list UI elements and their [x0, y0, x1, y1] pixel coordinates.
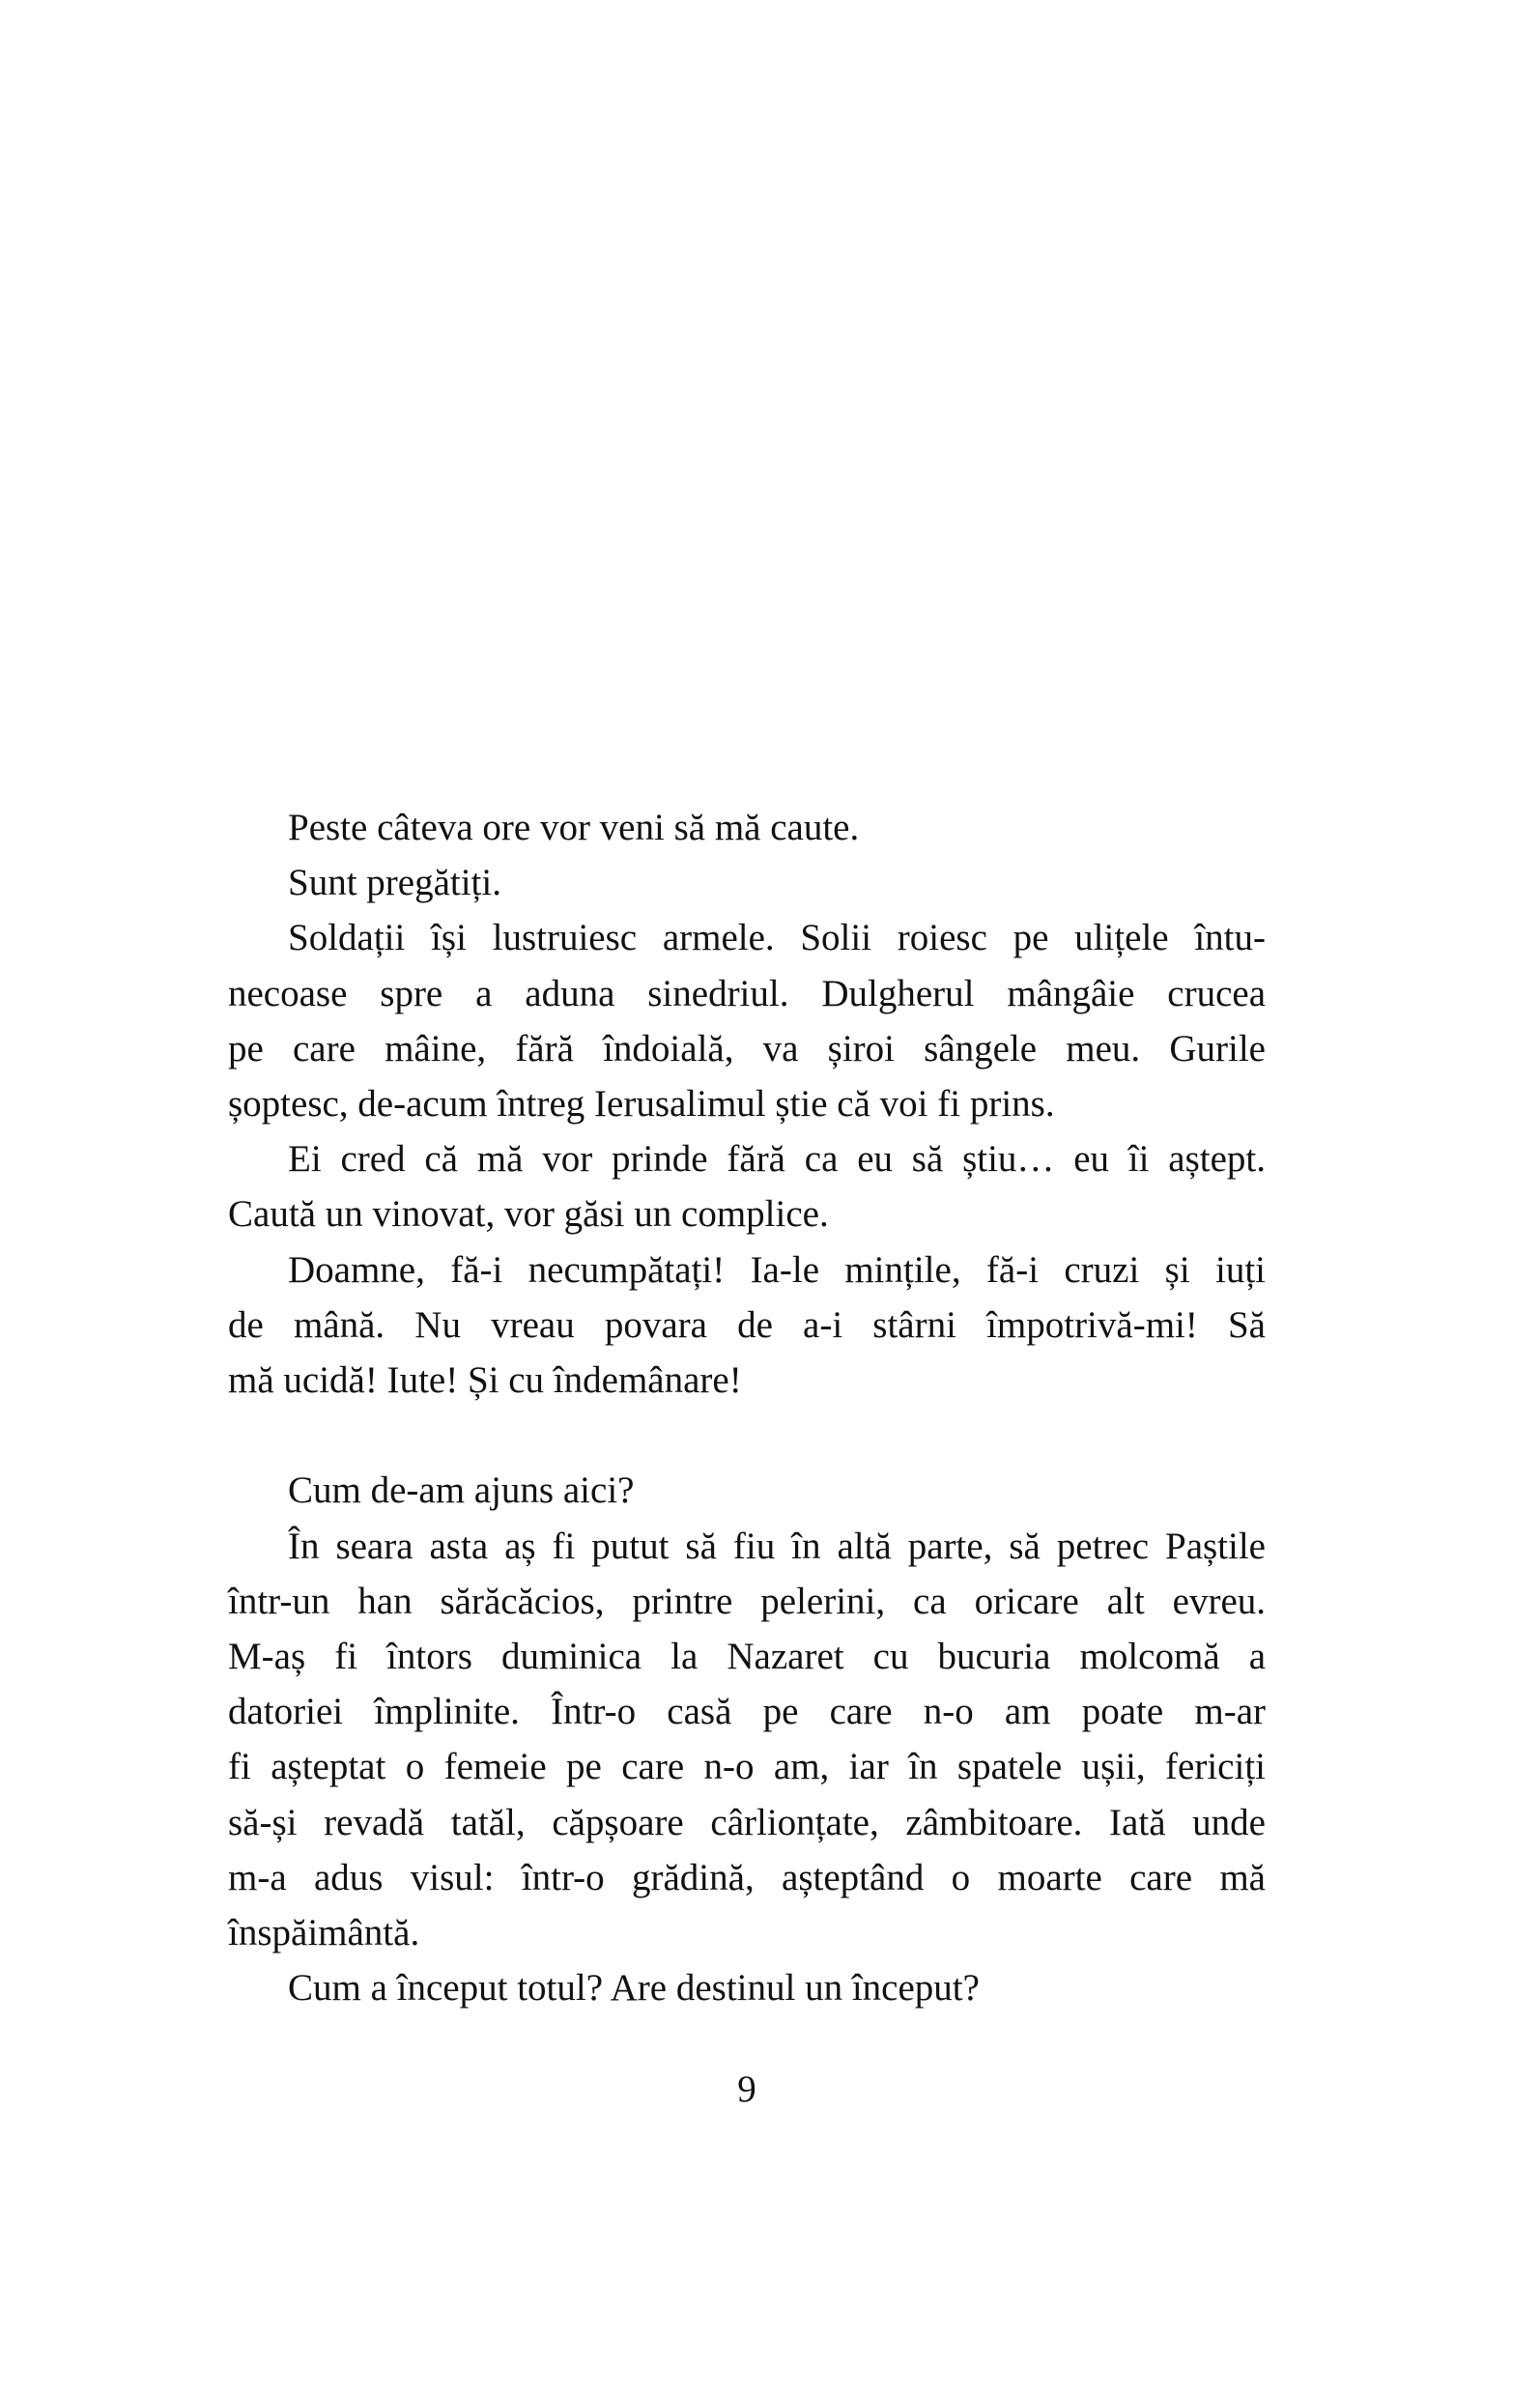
- paragraph: [228, 1519, 1266, 1961]
- text-line: Cum a început totul? Are destinul un început?: [288, 1967, 980, 2010]
- paragraph: [228, 1242, 1266, 1409]
- paragraph: [228, 1131, 1266, 1241]
- text-line: Peste câteva ore vor veni să mă caute.: [288, 807, 860, 848]
- text-line: m-a adus visul: într-o grădină, așteptând o moarte care mă: [228, 1856, 1266, 1898]
- text-line: să-și revadă tatăl, căpșoare cârlionțate, zâmbitoare. Iată unde: [228, 1801, 1266, 1843]
- text-line: șoptesc, de-acum întreg Ierusalimul știe că voi fi prins.: [228, 1083, 1055, 1126]
- section-break: [228, 1408, 1266, 1463]
- paragraph: [228, 800, 1266, 855]
- text-line: Cum de-am ajuns aici?: [288, 1469, 635, 1512]
- text-line: pe care mâine, fără îndoială, va șiroi sângele meu. Gurile: [228, 1027, 1266, 1070]
- paragraph: [228, 855, 1266, 910]
- body-text: [228, 800, 1266, 2015]
- paragraph: [228, 1960, 1266, 2015]
- text-line: Doamne, fă-i necumpătați! Ia-le mințile, fă-i cruzi și iuți: [288, 1248, 1266, 1291]
- text-line: într-un han sărăcăcios, printre pelerini, ca oricare alt evreu.: [228, 1580, 1266, 1622]
- text-line: fi așteptat o femeie pe care n-o am, iar în spatele ușii, fericiți: [228, 1746, 1266, 1788]
- text-line: datoriei împlinite. Într-o casă pe care n-o am poate m-ar: [228, 1691, 1266, 1733]
- text-line: mă ucidă! Iute! Și cu îndemânare!: [228, 1359, 742, 1402]
- text-line: Ei cred că mă vor prinde fără ca eu să știu… eu îi aștept.: [288, 1138, 1266, 1181]
- paragraph: [228, 910, 1266, 1131]
- text-line: de mână. Nu vreau povara de a-i stârni împotrivă-mi! Să: [228, 1303, 1266, 1346]
- text-line: Sunt pregătiți.: [288, 862, 501, 904]
- text-line: necoase spre a aduna sinedriul. Dulgherul mângâie crucea: [228, 972, 1266, 1014]
- text-line: M-aș fi întors duminica la Nazaret cu bucuria molcomă a: [228, 1636, 1266, 1678]
- text-line: Soldații își lustruiesc armele. Solii roiesc pe ulițele întu-: [288, 917, 1266, 959]
- page-number: 9: [737, 2068, 756, 2110]
- paragraph: [228, 1463, 1266, 1518]
- text-line: înspăimântă.: [228, 1912, 420, 1954]
- text-line: În seara asta aș fi putut să fiu în altă parte, să petrec Paștile: [288, 1525, 1266, 1567]
- text-line: Caută un vinovat, vor găsi un complice.: [228, 1193, 829, 1236]
